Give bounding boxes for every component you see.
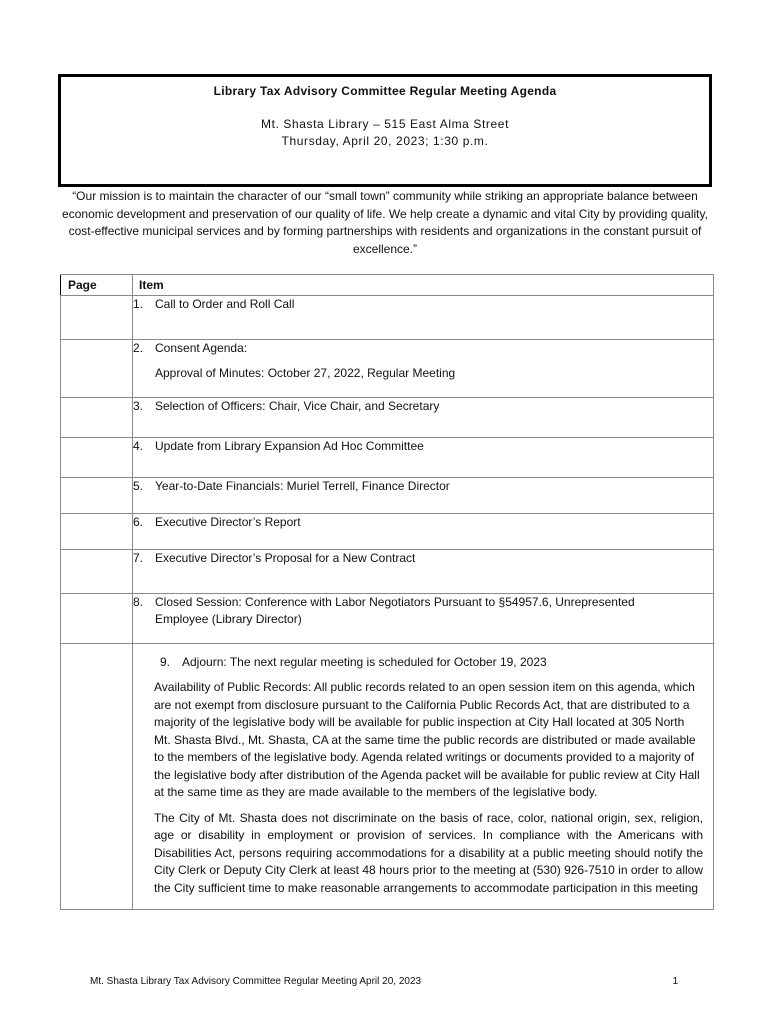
table-row	[61, 296, 714, 340]
agenda-item-4	[133, 438, 714, 478]
item-text: Call to Order and Roll Call	[155, 297, 295, 311]
page-cell	[61, 594, 133, 644]
page-footer	[90, 976, 690, 987]
item-number: 2.	[133, 341, 144, 355]
agenda-item-9	[133, 644, 714, 910]
page-column-header: Page	[61, 275, 133, 296]
item-text: Selection of Officers: Chair, Vice Chair, and Secretary	[155, 399, 440, 413]
table-row	[61, 478, 714, 514]
agenda-item-5	[133, 478, 714, 514]
item-number: 9.	[160, 655, 171, 669]
item-text: Executive Director’s Proposal for a New Contract	[155, 551, 416, 565]
item-number: 3.	[133, 399, 144, 413]
item-number: 6.	[133, 515, 144, 529]
page-cell	[61, 514, 133, 550]
page-cell	[61, 438, 133, 478]
table-header-row	[61, 275, 714, 296]
agenda-table	[60, 274, 714, 910]
page-number: 1	[672, 976, 678, 987]
table-row	[61, 398, 714, 438]
table-row	[61, 514, 714, 550]
page-cell	[61, 478, 133, 514]
item-text: Update from Library Expansion Ad Hoc Committee	[155, 439, 424, 453]
item-text: Adjourn: The next regular meeting is scheduled for October 19, 2023	[182, 655, 547, 669]
agenda-item-7	[133, 550, 714, 594]
meeting-datetime: Thursday, April 20, 2023; 1:30 p.m.	[281, 134, 489, 148]
table-row	[61, 550, 714, 594]
mission-statement: “Our mission is to maintain the character of our “small town” community while striking an appropriate balance between economic development and preservation of our quality of life. We help create a dynamic and vital City by providing quality, cost-effective municipal services and by forming partnerships with residents and organizations in the constant pursuit of excellence.”	[62, 189, 708, 256]
page-cell	[61, 296, 133, 340]
item-text: Consent Agenda:	[155, 341, 248, 355]
item-number: 8.	[133, 595, 144, 609]
meeting-location: Mt. Shasta Library – 515 East Alma Street	[260, 117, 510, 131]
item-number: 5.	[133, 479, 144, 493]
agenda-item-8	[133, 594, 714, 644]
item-subtext: Approval of Minutes: October 27, 2022, Regular Meeting	[155, 366, 456, 380]
page-cell	[61, 340, 133, 398]
agenda-title: Library Tax Advisory Committee Regular Meeting Agenda	[213, 84, 557, 98]
item-text: Year-to-Date Financials: Muriel Terrell, Finance Director	[155, 479, 450, 493]
item-text: Closed Session: Conference with Labor Negotiators Pursuant to §54957.6, Unrepresented	[155, 595, 635, 609]
agenda-item-6	[133, 514, 714, 550]
table-row	[61, 644, 714, 910]
item-column-header: Item	[133, 275, 714, 296]
table-row	[61, 340, 714, 398]
agenda-item-2	[133, 340, 714, 398]
page-cell	[61, 644, 133, 910]
table-row	[61, 438, 714, 478]
ada-notice: The City of Mt. Shasta does not discriminate on the basis of race, color, national origin, sex, religion, age or disability in employment or provision of services. In compliance with the Americans with Disabilities Act, persons requiring accommodations for a disability at a public meeting should notify the City Clerk or Deputy City Clerk at least 48 hours prior to the meeting at (530) 926-7510 in order to allow the City sufficient time to make reasonable arrangements to accommodate participation in this meeting	[154, 810, 703, 895]
item-number: 1.	[133, 297, 144, 311]
agenda-header-box	[58, 74, 712, 187]
agenda-notices	[133, 671, 713, 909]
item-number: 7.	[133, 551, 144, 565]
page-cell	[61, 398, 133, 438]
agenda-item-1	[133, 296, 714, 340]
table-row	[61, 594, 714, 644]
agenda-item-3	[133, 398, 714, 438]
footer-text: Mt. Shasta Library Tax Advisory Committee Regular Meeting April 20, 2023	[90, 976, 422, 987]
item-text: Executive Director’s Report	[155, 515, 301, 529]
page-cell	[61, 550, 133, 594]
item-number: 4.	[133, 439, 144, 453]
item-continuation: Employee (Library Director)	[155, 612, 302, 626]
public-records-notice: Availability of Public Records: All public records related to an open session item on this agenda, which are not exempt from disclosure pursuant to the California Public Records Act, that are distributed to a majority of the legislative body will be available for public inspection at City Hall located at 305 North Mt. Shasta Blvd., Mt. Shasta, CA at the same time the public records are distributed or made available to the members of the legislative body. Agenda related writings or documents provided to a majority of the legislative body after distribution of the Agenda packet will be available for public review at City Hall at the same time as they are made available to the members of the legislative body.	[154, 680, 700, 799]
